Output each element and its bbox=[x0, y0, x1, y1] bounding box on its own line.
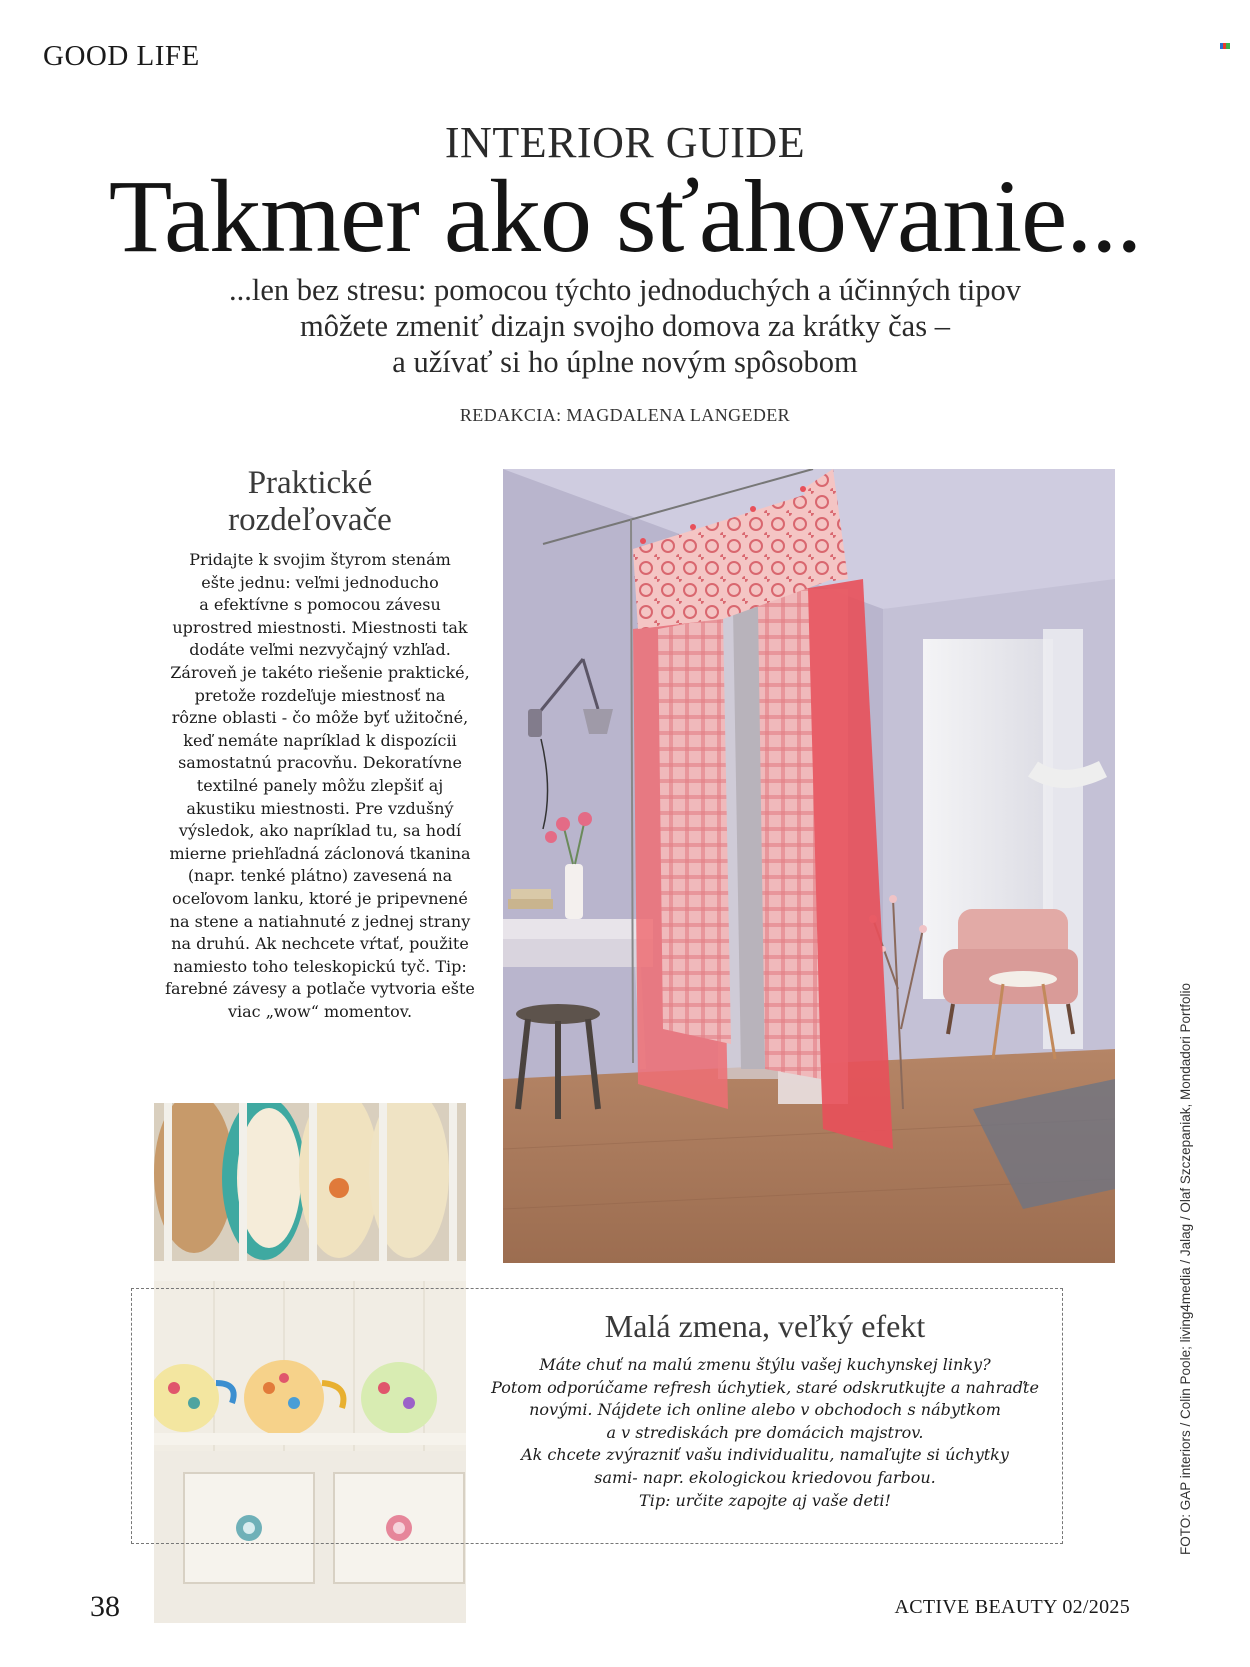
body-line: uprostred miestnosti. Miestnosti tak bbox=[172, 617, 468, 637]
sidebar-heading-line: Praktické bbox=[247, 465, 373, 501]
body-line: na druhú. Ak nechcete vŕtať, použite bbox=[171, 934, 469, 954]
tip-line: novými. Nájdete ich online alebo v obchodoch s nábytkom bbox=[529, 1400, 1001, 1420]
body-line: na stene a natiahnuté z jednej strany bbox=[169, 911, 471, 931]
tip-line: Tip: určite zapojte aj vaše deti! bbox=[639, 1490, 891, 1510]
body-line: a efektívne s pomocou závesu bbox=[199, 595, 441, 615]
tip-body bbox=[470, 1354, 1060, 1512]
photo-credit: FOTO: GAP interiors / Colin Poole; living4media / Jalag / Olaf Szczepaniak, Mondadori Portfolio bbox=[1178, 982, 1193, 1555]
body-line: keď nemáte napríklad k dispozícii bbox=[183, 730, 457, 750]
body-line: viac „wow“ momentov. bbox=[227, 1001, 413, 1021]
body-line: Pridajte k svojim štyrom stenám bbox=[189, 550, 451, 569]
tip-line: Potom odporúčame refresh úchytiek, staré odskrutkujte a nahraďte bbox=[491, 1377, 1039, 1397]
tip-heading: Malá zmena, veľký efekt bbox=[604, 1308, 926, 1344]
kicker: INTERIOR GUIDE bbox=[444, 118, 806, 167]
sidebar-heading bbox=[160, 465, 460, 539]
body-line: Zároveň je takéto riešenie praktické, bbox=[170, 662, 470, 682]
headline: Takmer ako sťahovanie... bbox=[108, 159, 1142, 274]
body-line: mierne priehľadná záclonová tkanina bbox=[169, 843, 471, 863]
section-label: GOOD LIFE bbox=[43, 40, 200, 72]
tip-line: sami- napr. ekologickou kriedovou farbou. bbox=[594, 1467, 936, 1487]
deck-line: a užívať si ho úplne novým spôsobom bbox=[392, 345, 858, 379]
deck bbox=[150, 272, 1100, 380]
body-line: rôzne oblasti - čo môže byť užitočné, bbox=[171, 708, 469, 728]
deck-line: ...len bez stresu: pomocou týchto jednoduchých a účinných tipov bbox=[229, 273, 1021, 307]
sidebar-heading-line: rozdeľovače bbox=[228, 502, 392, 538]
body-line: namiesto toho teleskopickú tyč. Tip: bbox=[173, 956, 467, 976]
issue-label: ACTIVE BEAUTY 02/2025 bbox=[894, 1596, 1130, 1618]
body-line: pretože rozdeľuje miestnosť na bbox=[194, 685, 446, 705]
tip-line: a v strediskách pre domácich majstrov. bbox=[606, 1422, 924, 1442]
tip-line: Máte chuť na malú zmenu štýlu vašej kuchynskej linky? bbox=[539, 1355, 991, 1374]
tip-line: Ak chcete zvýrazniť vašu individualitu, namaľujte si úchytky bbox=[521, 1445, 1009, 1465]
body-line: (napr. tenké plátno) zavesená na bbox=[187, 866, 453, 886]
body-line: textilné panely môžu zlepšiť aj bbox=[196, 775, 444, 795]
page-number: 38 bbox=[90, 1590, 120, 1623]
body-line: samostatnú pracovňu. Dekoratívne bbox=[178, 753, 462, 773]
body-line: oceľovom lanku, ktoré je pripevnené bbox=[172, 888, 468, 908]
body-line: dodáte veľmi nezvyčajný vzhľad. bbox=[189, 640, 451, 660]
print-color-mark bbox=[1220, 34, 1230, 40]
body-line: akustiku miestnosti. Pre vzdušný bbox=[186, 798, 454, 818]
body-line: farebné závesy a potlače vytvoria ešte bbox=[165, 979, 475, 999]
sidebar-body bbox=[150, 549, 490, 1023]
byline: REDAKCIA: MAGDALENA LANGEDER bbox=[459, 405, 791, 425]
body-line: výsledok, ako napríklad tu, sa hodí bbox=[178, 821, 462, 841]
body-line: ešte jednu: veľmi jednoducho bbox=[201, 572, 439, 592]
deck-line: môžete zmeniť dizajn svojho domova za krátky čas – bbox=[300, 309, 950, 343]
room-divider-photo bbox=[503, 469, 1115, 1263]
